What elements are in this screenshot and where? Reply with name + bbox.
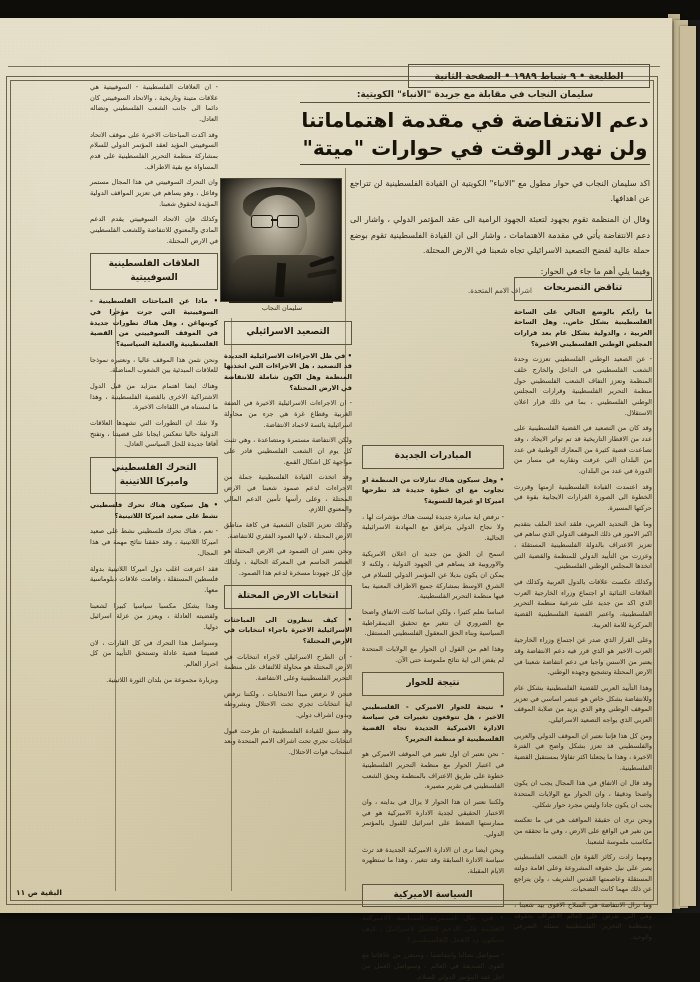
col3-para-7: فنحن لا نرفض مبدأ الانتخابات ، ولكننا نرفض اية انتخابات تجري تحت الاحتلال وبشروطه وبدون اشراف دولي. <box>224 689 352 720</box>
masthead-line: الطليعة • ٩ شباط ١٩٨٩ • الصفحة الثانية <box>408 64 650 88</box>
col1-para-1: - عن الصعيد الوطني الفلسطيني تعززت وحدة الشعب الفلسطيني في الداخل والخارج خلف المنظمة وتعزز التفاف الشعب الفلسطيني حول منظمة التحرير الفلسطينية وقرارات المجلس الوطني الفلسطيني ، بما في ذلك قرار اعلان الاستقلال. <box>514 355 652 417</box>
column-2 <box>362 438 504 981</box>
col1-para-3: وقد اعتمدت القيادة الفلسطينية ازمتها وقررت الخطوة الى الصورة القرارات الايجابية بقوة في حركتها المسيرة. <box>514 482 652 512</box>
section-title-dialogue-result: نتيجة للحوار <box>406 678 460 689</box>
section-title-latin-america-movement-line2: واميركا اللاتينية <box>119 476 189 487</box>
section-box-palestinian-soviet-relations <box>90 253 218 290</box>
col1-para-11: ومهما زادت ركائز القوة فإن الشعب الفلسطيني يصر على نيل حقوقه المشروعة وعلى اقامة دولته المستقلة وعاصمتها القدس الشريف ، ولن يتراجع عن ذلك مهما كانت التضحيات. <box>514 853 652 894</box>
col4-para-1: ونحن نثمن هذا الموقف عاليا ، ونعتبره نموذجا للعلاقات المبدئية بين الشعوب المناضلة. <box>90 355 218 375</box>
col1-question-1: ما رأيكم بالوضع الحالي على الساحة الفلسطينية بشكل خاص.. وهل الساحة العربية ، والدولية بشكل عام بعد قرارات المجلس الوطني الفلسطيني الاخيرة؟ <box>514 307 652 348</box>
article-photo-block <box>222 178 342 312</box>
col2-para-1: - نرفض اية مبادرة جديدة ليست هناك مؤشرات لها ، ولا نجاح الدولي يترافق مع المهادنة الاسرائيلية الحالية. <box>362 512 504 542</box>
col2-para-8: - سنواصل نضالنا وانتفاضتنا ، وسنعزز من علاقاتنا مع القوى الصديقة في العالم ، وسنواصل العمل من اجل عقد المؤتمر الدولي للسلام. <box>362 951 504 981</box>
col4-para-5: فقد اعترفت اغلب دول اميركا اللاتينية بدولة فلسطين المستقلة ، واقامت علاقات دبلوماسية معها. <box>90 564 218 594</box>
column-4 <box>90 82 218 872</box>
col4-intro-3: وان التحرك السوفييتي في هذا المجال مستمر وفاعل ، وهو يساهم في تعزيز المواقف الدولية المؤيدة لحقوق شعبنا. <box>90 178 218 208</box>
col1-para-2: وقد كان من التصعيد في القضية الفلسطينية على عدد من الاقطار التاريخية قد تم تواتر الايجاد ، وقد تصاعدت قضية كثيرة من المعارك الوطنية في عدد من البلدان التي عرفت ونقاربه في مسار من الدورة في عدد من البلدان. <box>514 424 652 475</box>
col1-para-12: وما تزال الانتفاضة هي السلاح الاقوى بيد شعبنا ، وهي التي تفرض على العالم الاعتراف بحقوقه وبمنظمة التحرير الفلسطينية ممثله الشرعي والوحيد. <box>514 901 652 942</box>
section-box-dialogue-result <box>362 672 504 696</box>
column-3 <box>224 314 352 890</box>
section-title-israeli-escalation: التصعيد الاسرائيلي <box>246 327 330 337</box>
col4-para-3: ولا شك ان التطورات التي تشهدها العلاقات الدولية حاليا تنعكس ايجابا على قضيتنا ، وتفتح آفاقا جديدة للحل السياسي العادل. <box>90 419 218 449</box>
lead-paragraph-3: وفيما يلي أهم ما جاء في الحوار: <box>540 265 650 276</box>
continuation-note: البقية ص ١١ <box>16 888 62 897</box>
section-title-statements: تناقض التصريحات <box>543 283 623 293</box>
section-title-palestinian-soviet-relations-line2: السوفييتية <box>130 272 178 283</box>
col4-intro-1: - ان العلاقات الفلسطينية - السوفييتية هي علاقات متينة وتاريخية ، والاتحاد السوفييتي كان دائما الى جانب الشعب الفلسطيني ونضاله العادل. <box>90 83 218 124</box>
col1-para-5: وكذلك عكست علاقات بالدول العربية وكذلك في العلاقات الثنائية او اجتماع وزراء الخارجية العرب الذي اكد من جديد على شرعية منظمة التحرير الفلسطينية، واعتبر القضية الفلسطينية القضية المركزية للامة العربية. <box>514 577 652 629</box>
photo-vignette <box>221 179 341 301</box>
col2-question-2: • نتيجة للحوار الاميركي - الفلسطيني الاخير ، هل تتوقعون تغييرات في سياسة الادارة الاميركية الجديدة تجاه القضية الفلسطينية او منظمة التحرير؟ <box>362 702 504 743</box>
col3-para-6: - ان الطرح الاسرائيلي لاجراء انتخابات في الارض المحتلة هو محاولة للالتفاف على منظمة التحرير الفلسطينية وعلى الانتفاضة. <box>224 652 352 683</box>
background-dark-band <box>0 0 700 20</box>
col4-question-2: • هل سيكون هناك تحرك فلسطيني نشط على صعيد اميركا اللاتينية؟ <box>90 501 218 520</box>
newspaper-sheet <box>0 18 672 981</box>
col2-para-2: اسمح ان الحق من جديد ان اعلان الامريكية والاوروبية قد يساهم في الجهود الدولية ، ولكنه لا يمكن ان يكون بديلا عن المؤتمر الدولي للسلام في الشرق الاوسط بمشاركة جميع الاطراف المعنية بما فيها منظمة التحرير الفلسطينية. <box>362 549 504 601</box>
col1-para-9: وقد قال ان الاتفاق في هذا المجال يجب ان يكون واضحا ودقيقا ، وان الحوار مع الولايات المتحدة يجب ان يكون جادا وليس مجرد حوار شكلي. <box>514 779 652 809</box>
lead-signature: اشراف الامم المتحدة. <box>468 287 532 296</box>
col2-question-1: • وهل سيكون هناك تنازلات من المنظمة او تجاوب مع اي خطوة جديدة قد تطرحها اميركا او غيرها للتسوية؟ <box>362 475 504 505</box>
section-title-new-initiatives: المبادرات الجديدة <box>394 451 472 461</box>
lead-paragraph-2: وقال ان المنظمة تقوم بجهود لتعبئة الجهود الرامية الى عقد المؤتمر الدولي ، واشار الى دعم الانتفاضة يأتي في مقدمة الاهتمامات ، واشار الى ان القيادة الفلسطينية تقوم بوضع حملة عالية لفضح التصعيد الاسرائيلي تجاه شعبنا في الارض المحتلة. <box>350 214 650 255</box>
col4-para-6: وهذا يشكل مكسبا سياسيا كبيرا لشعبنا ولقضيته العادلة ، ويعزز من عزلة اسرائيل دوليا. <box>90 601 218 631</box>
col2-para-4: وهذا اهم من القول ان الحوار مع الولايات المتحدة لم يفض الى اية نتائج ملموسة حتى الآن. <box>362 644 504 664</box>
section-box-statements <box>514 277 652 301</box>
col2-para-7: ونحن ايضا نرى ان الادارة الاميركية الجديدة قد ترث سياسة الادارة السابقة وقد تتغير ، وهذا ما ستظهره الايام المقبلة. <box>362 845 504 876</box>
section-box-american-policy <box>362 884 504 908</box>
col3-para-1: - ان الاجراءات الاسرائيلية الاخيرة في الضفة الغربية وقطاع غزة هي جزء من محاولة اسرائيلية يائسة لاخماد الانتفاضة. <box>224 399 352 429</box>
section-box-latin-america-movement <box>90 457 218 494</box>
photo-caption: سليمان النجاب <box>261 304 303 312</box>
col4-para-2: وهناك ايضا اهتمام متزايد من قبل الدول الاشتراكية الاخرى بالقضية الفلسطينية ، وهذا ما لمسناه في اللقاءات الاخيرة. <box>90 382 218 412</box>
col4-para-7: وسنواصل هذا التحرك في كل القارات ، لان قضيتنا قضية عادلة وتستحق التأييد من كل احرار العالم. <box>90 638 218 668</box>
headline-primary: دعم الانتفاضة في مقدمة اهتماماتنا <box>301 108 649 132</box>
paper-stack-edge-1 <box>680 26 696 906</box>
col3-para-4: وكذلك تعزيز اللجان الشعبية في كافة مناطق الارض المحتلة ، لانها العمود الفقري للانتفاضة. <box>224 520 352 540</box>
lead-paragraph-1: اكد سليمان النجاب في حوار مطول مع "الانباء" الكويتية ان القيادة الفلسطينية لن تتراجع عن اهدافها. <box>350 178 650 204</box>
col1-para-8: ومن كل هذا فإننا نعتبر ان الموقف الدولي والعربي والفلسطيني قد تعزز بشكل واضح في الفترة الاخيرة ، وهذا ما يجعلنا اكثر تفاؤلا بمستقبل القضية الفلسطينية. <box>514 731 652 772</box>
col2-para-6: ولكننا نعتبر ان هذا الحوار لا يزال في بدايته ، وان الاختبار الحقيقي لجدية الادارة الاميركية هو في ممارستها الضغط على اسرائيل للقبول بالمؤتمر الدولي. <box>362 798 504 839</box>
col3-para-8: وقد سبق للقيادة الفلسطينية ان طرحت قبول انتخابات تجري تحت اشراف الامم المتحدة وبعد انسحاب قوات الاحتلال. <box>224 726 352 757</box>
col1-para-4: وما هل التحديد العربي، فلقد اتخذ الملف بتقديم اكبر الامور في ذلك الموقف الدولي الذي ساهم في تعزيز الاعتراف بالدولة الفلسطينية المستقلة ، وعززت من التأييد الدولي للمنظمة والقضية التي اتخذها المجلس الوطني الفلسطيني. <box>514 519 652 571</box>
col3-para-5: ونحن نعتبر ان الصمود في الارض المحتلة هو العنصر الحاسم في المعركة الحالية ، ولذلك فإن كل جهودنا مسخرة لدعم هذا الصمود. <box>224 547 352 577</box>
col3-question-1: • في ظل الاجراءات الاسرائيلية الجديدة قد التصعيد ، هل الاجراءات التي اتخذتها المنظمة وهل الكون شاملة للانتفاضة في الارض المحتلة؟ <box>224 351 352 392</box>
section-box-occupied-land-elections <box>224 585 352 609</box>
portrait-photo <box>220 178 342 302</box>
section-title-palestinian-soviet-relations-line1: العلاقات الفلسطينية <box>108 259 200 270</box>
col2-question-3: • في حال استمرت السياسة الاميركية القائمة على الدعم الكامل لاسرائيل ، كيف سيكون رد الفعل الفلسطيني؟ <box>362 914 504 944</box>
col4-intro-2: وقد اكدت المباحثات الاخيرة على موقف الاتحاد السوفييتي المؤيد لعقد المؤتمر الدولي للسلام بمشاركة منظمة التحرير الفلسطينية على قدم المساواة مع بقية الاطراف. <box>90 130 218 171</box>
section-box-israeli-escalation <box>224 321 352 345</box>
headline-secondary: ولن نهدر الوقت في حوارات "ميتة" <box>300 136 650 165</box>
section-title-occupied-land-elections: انتخابات الارض المحتلة <box>237 591 339 602</box>
col4-para-4: - نعم ، هناك تحرك فلسطيني نشط على صعيد اميركا اللاتينية ، وقد حققنا نتائج مهمة في هذا المجال. <box>90 527 218 557</box>
col1-para-10: ونحن نرى ان حقيقة المواقف هي في ما تعكسه من تغير في الواقع على الارض ، وفي ما تحققه من مكاسب ملموسة لشعبنا. <box>514 816 652 846</box>
col4-para-8: وبزيارة مجموعة من بلدان الثورة اللاتينية. <box>106 675 218 684</box>
col3-question-2: • كيف تنظرون الى المباحثات الاسرائيلية الاخيرة باجراء انتخابات في الارض المحتلة؟ <box>224 615 352 646</box>
section-box-new-initiatives <box>362 445 504 469</box>
headline-kicker: سليمان النجاب في مقابلة مع جريدة "الانباء" الكويتية: <box>300 90 650 103</box>
col1-para-7: وهذا التأييد العربي للقضية الفلسطينية بشكل عام وللانتفاضة بشكل خاص هو عنصر اساسي في تعزيز الموقف الوطني وهو الذي يزيد من صلابة الموقف العربي الذي يواجه التصعيد الاسرائيلي. <box>514 684 652 725</box>
col4-intro-4: وكذلك فإن الاتحاد السوفييتي يقدم الدعم المادي والمعنوي للانتفاضة وللشعب الفلسطيني في الارض المحتلة. <box>89 215 218 245</box>
col2-para-5: - نحن نعتبر ان اول تغيير في الموقف الاميركي هو في اعتبار الحوار مع منظمة التحرير الفلسطينية خطوة على طريق الاعتراف بالمنظمة وبحق الشعب الفلسطيني في تقرير مصيره. <box>362 750 504 791</box>
col3-para-3: وقد اتخذت القيادة الفلسطينية جملة من الاجراءات لدعم صمود شعبنا في الارض المحتلة ، وعلى رأسها تأمين الدعم المالي والمعنوي اللازم. <box>224 473 352 514</box>
section-title-latin-america-movement-line1: التحرك الفلسطيني <box>111 463 197 474</box>
col2-para-3: اساسا نعلم كثيرا ، ولكن اساسا كانت الاتفاق واضحا مع الضروري ان تتغير مع تحقيق الديمقراطية السياسية وبناء الحق المعقول الفلسطيني المستقل. <box>362 607 504 638</box>
col1-para-6: وعلى القرار الذي صدر عن اجتماع وزراء الخارجية العرب الاخير هو الذي قرر فيه دعم الانتفاضة وقد يعتبر من الاسس واجبا في دعم انتفاضة شعبنا في الارض المحتلة وتشجيع وجهده الوطني. <box>514 636 652 677</box>
col3-para-2: ولكن الانتفاضة مستمرة ومتصاعدة ، وهي تثبت كل يوم ان الشعب الفلسطيني قادر على مواجهة كل اشكال القمع. <box>224 436 352 466</box>
col4-question-1: • ماذا عن المباحثات الفلسطينية - السوفييتية التي جرت مؤخرا في كوبنهاغن ، وهل هناك تطورات جديدة في الموقف السوفييتي من القضية الفلسطينية والعملية السياسية؟ <box>90 297 218 349</box>
column-1 <box>514 270 652 942</box>
section-title-american-policy: السياسة الاميركية <box>393 889 473 900</box>
